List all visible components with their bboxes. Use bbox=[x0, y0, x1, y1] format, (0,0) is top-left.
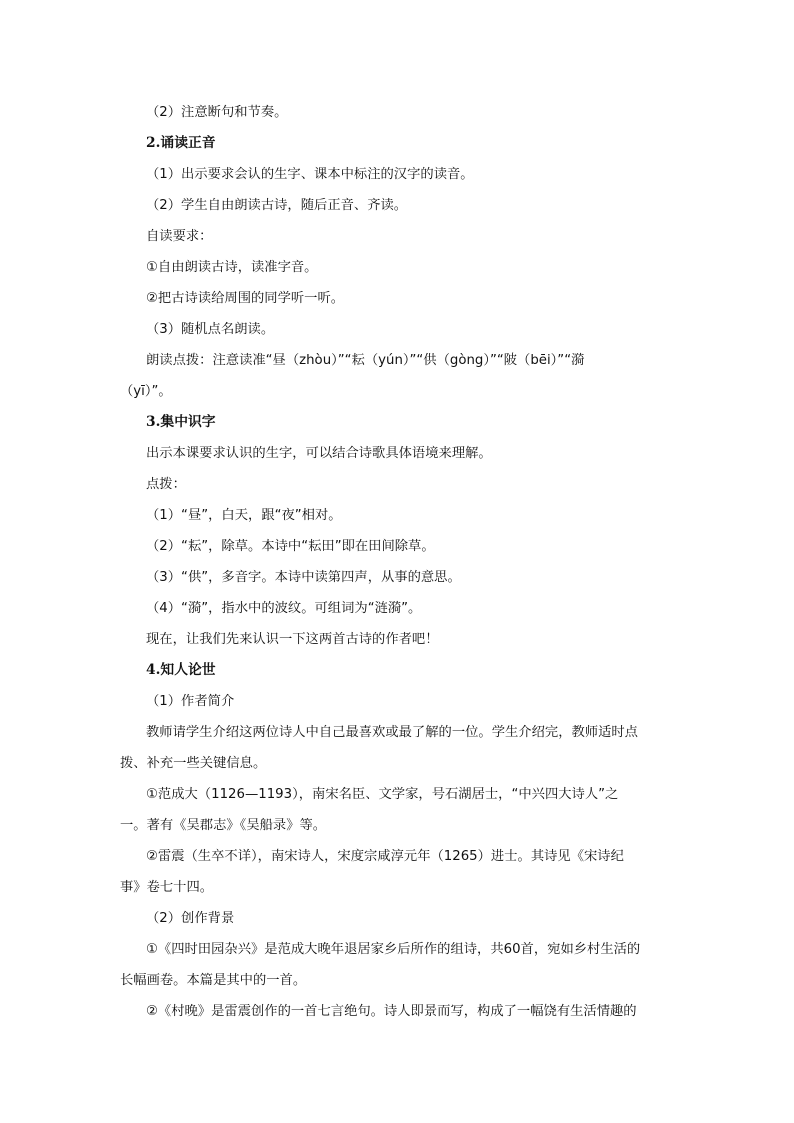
paragraph-line: ①范成大（1126—1193），南宋名臣、文学家，号石湖居士，“中兴四大诗人”之 bbox=[146, 787, 619, 802]
paragraph-line: 教师请学生介绍这两位诗人中自己最喜欢或最了解的一位。学生介绍完，教师适时点 bbox=[146, 725, 638, 740]
paragraph-line: （1）出示要求会认的生字、课本中标注的汉字的读音。 bbox=[146, 167, 474, 182]
section-heading: 3.集中识字 bbox=[146, 414, 216, 430]
paragraph-line: 出示本课要求认识的生字，可以结合诗歌具体语境来理解。 bbox=[146, 446, 492, 461]
paragraph-continuation: 一。著有《吴郡志》《吴船录》等。 bbox=[120, 818, 327, 833]
paragraph-continuation: 长幅画卷。本篇是其中的一首。 bbox=[120, 973, 307, 988]
paragraph-line: ②《村晚》是雷震创作的一首七言绝句。诗人即景而写，构成了一幅饶有生活情趣的 bbox=[146, 1004, 637, 1019]
paragraph-line: ①自由朗读古诗，读准字音。 bbox=[146, 260, 318, 275]
paragraph-line: （1）作者简介 bbox=[146, 694, 235, 709]
paragraph-continuation: （yī）”。 bbox=[120, 384, 172, 399]
paragraph-line: （1）“昼”，白天，跟“夜”相对。 bbox=[146, 508, 342, 523]
paragraph-continuation: 拨、补充一些关键信息。 bbox=[120, 756, 267, 771]
paragraph-line: 朗读点拨：注意读准“昼（zhòu）”“耘（yún）”“供（gòng）”“陂（bēi）”“漪 bbox=[146, 353, 585, 368]
paragraph-line: ②雷震（生卒不详），南宋诗人，宋度宗咸淳元年（1265）进士。其诗见《宋诗纪 bbox=[146, 849, 624, 864]
document-body bbox=[120, 97, 676, 1027]
paragraph-line: 点拨： bbox=[146, 477, 186, 492]
paragraph-line: （2）创作背景 bbox=[146, 911, 235, 926]
paragraph-line: （4）“漪”，指水中的波纹。可组词为“涟漪”。 bbox=[146, 601, 422, 616]
paragraph-line: ②把古诗读给周围的同学听一听。 bbox=[146, 291, 345, 306]
paragraph-line: 现在，让我们先来认识一下这两首古诗的作者吧！ bbox=[146, 632, 439, 647]
paragraph-line: （2）学生自由朗读古诗，随后正音、齐读。 bbox=[146, 198, 408, 213]
section-heading: 2.诵读正音 bbox=[146, 135, 216, 151]
paragraph-line: （2）“耘”，除草。本诗中“耘田”即在田间除草。 bbox=[146, 539, 435, 554]
paragraph-line: （3）随机点名朗读。 bbox=[146, 322, 275, 337]
paragraph-line: 自读要求： bbox=[146, 229, 213, 244]
section-heading: 4.知人论世 bbox=[146, 662, 216, 678]
paragraph-line: ①《四时田园杂兴》是范成大晚年退居家乡后所作的组诗，共60首，宛如乡村生活的 bbox=[146, 942, 641, 957]
paragraph-line: （2）注意断句和节奏。 bbox=[146, 105, 288, 120]
paragraph-line: （3）“供”，多音字。本诗中读第四声，从事的意思。 bbox=[146, 570, 461, 585]
paragraph-continuation: 事》卷七十四。 bbox=[120, 880, 214, 895]
